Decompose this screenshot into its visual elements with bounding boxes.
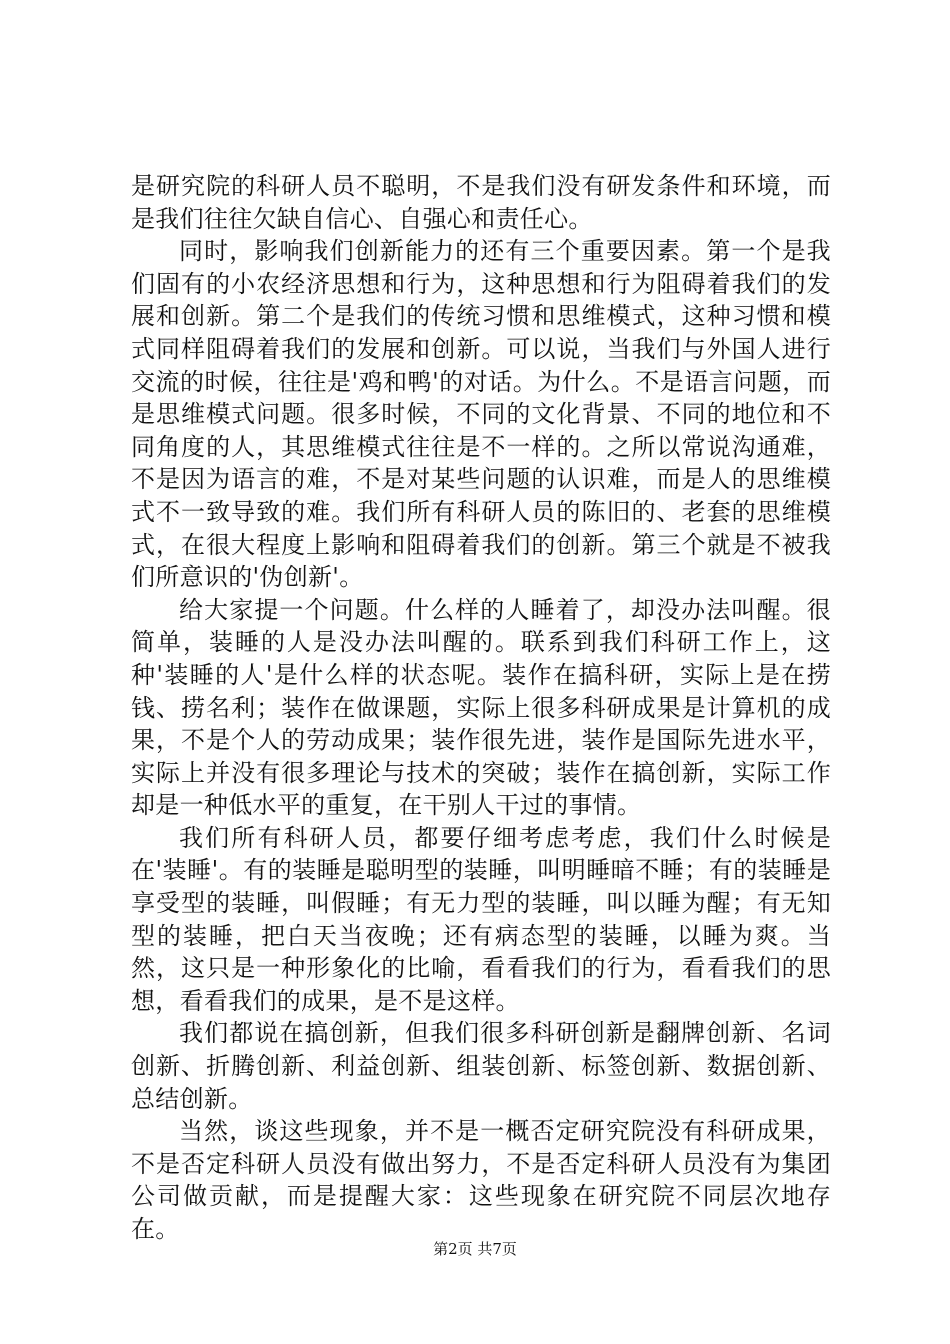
paragraph-1: 是研究院的科研人员不聪明，不是我们没有研发条件和环境，而是我们往往欠缺自信心、自强心和责任心。 bbox=[131, 172, 831, 233]
paragraph-4: 我们所有科研人员，都要仔细考虑考虑，我们什么时候是在'装睡'。有的装睡是聪明型的装睡，叫明睡暗不睡；有的装睡是享受型的装睡，叫假睡；有无力型的装睡，叫以睡为醒；有无知型的装睡，把白天当夜晚；还有病态型的装睡，以睡为爽。当然，这只是一种形象化的比喻，看看我们的行为，看看我们的思想，看看我们的成果，是不是这样。 bbox=[131, 823, 831, 1015]
paragraph-2: 同时，影响我们创新能力的还有三个重要因素。第一个是我们固有的小农经济思想和行为，这种思想和行为阻碍着我们的发展和创新。第二个是我们的传统习惯和思维模式，这种习惯和模式同样阻碍着我们的发展和创新。可以说，当我们与外国人进行交流的时候，往往是'鸡和鸭'的对话。为什么。不是语言问题，而是思维模式问题。很多时候，不同的文化背景、不同的地位和不同角度的人，其思维模式往往是不一样的。之所以常说沟通难，不是因为语言的难，不是对某些问题的认识难，而是人的思维模式不一致导致的难。我们所有科研人员的陈旧的、老套的思维模式，在很大程度上影响和阻碍着我们的创新。第三个就是不被我们所意识的'伪创新'。 bbox=[131, 237, 831, 592]
document-body bbox=[131, 170, 831, 1246]
page-number-footer: 第2页 共7页 bbox=[433, 1240, 517, 1258]
paragraph-5: 我们都说在搞创新，但我们很多科研创新是翻牌创新、名词创新、折腾创新、利益创新、组装创新、标签创新、数据创新、总结创新。 bbox=[131, 1019, 831, 1113]
paragraph-3: 给大家提一个问题。什么样的人睡着了，却没办法叫醒。很简单，装睡的人是没办法叫醒的。联系到我们科研工作上，这种'装睡的人'是什么样的状态呢。装作在搞科研，实际上是在捞钱、捞名利；装作在做课题，实际上很多科研成果是计算机的成果，不是个人的劳动成果；装作很先进，装作是国际先进水平，实际上并没有很多理论与技术的突破；装作在搞创新，实际工作却是一种低水平的重复，在干别人干过的事情。 bbox=[131, 595, 831, 820]
paragraph-6: 当然，谈这些现象，并不是一概否定研究院没有科研成果，不是否定科研人员没有做出努力，不是否定科研人员没有为集团公司做贡献，而是提醒大家：这些现象在研究院不同层次地存在。 bbox=[131, 1117, 831, 1243]
